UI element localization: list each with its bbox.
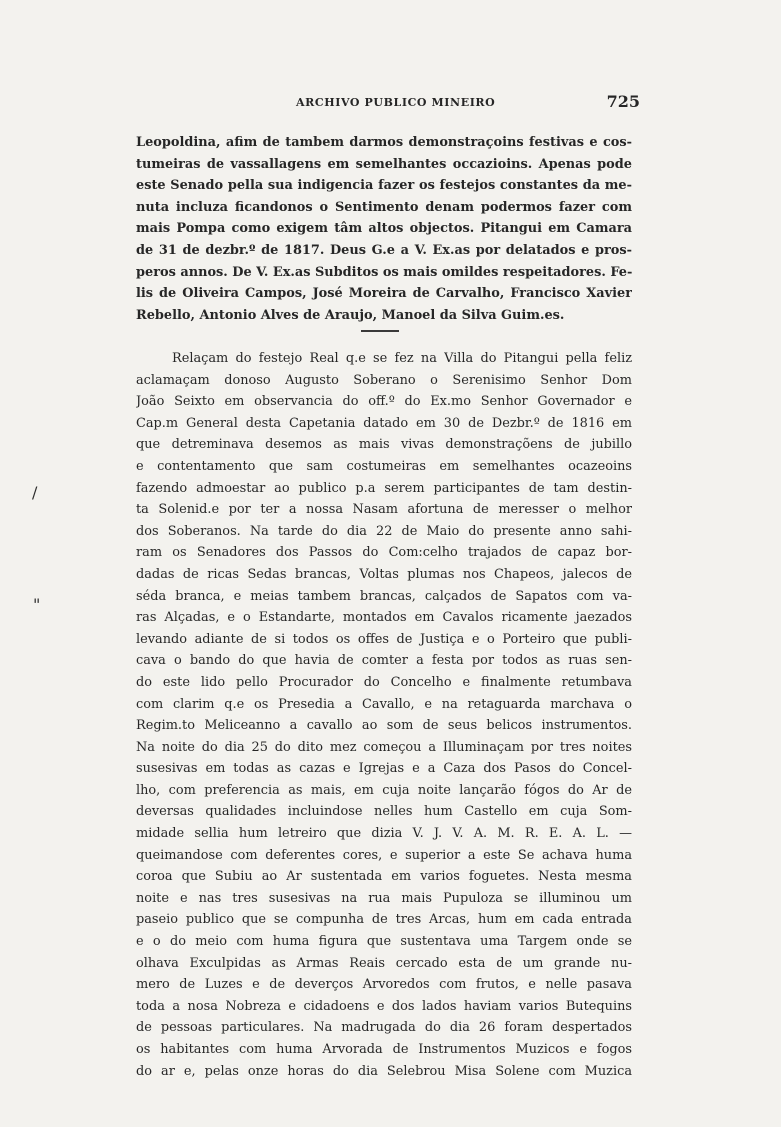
text-line: queimandose com deferentes cores, e superior a este Se achava huma <box>136 847 632 863</box>
text-line: deversas qualidades incluindose nelles hum Castello em cuja Som- <box>136 804 632 820</box>
text-line: mero de Luzes e de deverços Arvoredos com frutos, e nelle pasava <box>136 977 632 993</box>
text-line: cava o bando do que havia de comter a festa por todos as ruas sen- <box>136 653 632 669</box>
text-line: susesivas em todas as cazas e Igrejas e a Caza dos Pasos do Concel- <box>136 761 632 777</box>
text-line: e o do meio com huma figura que sustentava uma Targem onde se <box>136 934 632 950</box>
text-line: dadas de ricas Sedas brancas, Voltas plumas nos Chapeos, jalecos de <box>136 566 632 582</box>
text-line: do este lido pello Procurador do Concelho e finalmente retumbava <box>136 674 632 690</box>
text-line: do ar e, pelas onze horas do dia Selebrou Misa Solene com Muzica <box>136 1063 632 1079</box>
text-line: João Seixto em observancia do off.º do Ex.mo Senhor Governador e <box>136 394 632 410</box>
paragraph-relacam <box>136 348 632 1082</box>
text-line: tumeiras de vassallagens em semelhantes occazioins. Apenas pode <box>136 156 632 172</box>
text-line: de 31 de dezbr.º de 1817. Deus G.e a V. Ex.as por delatados e pros- <box>136 242 632 258</box>
text-line: de pessoas particulares. Na madrugada do dia 26 foram despertados <box>136 1020 632 1036</box>
text-line: lis de Oliveira Campos, José Moreira de Carvalho, Francisco Xavier <box>136 286 632 302</box>
running-title: ARCHIVO PUBLICO MINEIRO <box>296 96 496 109</box>
text-line: Na noite do dia 25 do dito mez começou a Illuminaçam por tres noites <box>136 739 632 755</box>
text-line: Relaçam do festejo Real q.e se fez na Villa do Pitangui pella feliz <box>172 351 632 366</box>
text-line: os habitantes com huma Arvorada de Instrumentos Muzicos e fogos <box>136 1042 632 1057</box>
text-line: Rebello, Antonio Alves de Araujo, Manoel da Silva Guim.es. <box>136 307 565 323</box>
section-divider <box>361 330 399 332</box>
text-line: ras Alçadas, e o Estandarte, montados em Cavalos ricamente jaezados <box>136 610 632 626</box>
text-line: Leopoldina, afim de tambem darmos demonstraçoins festivas e cos- <box>136 135 632 150</box>
text-line: peros annos. De V. Ex.as Subditos os mais omildes respeitadores. Fe- <box>136 264 632 280</box>
text-line: este Senado pella sua indigencia fazer os festejos constantes da me- <box>136 178 632 194</box>
text-line: aclamaçam donoso Augusto Soberano o Serenisimo Senhor Dom <box>136 372 632 388</box>
page-header <box>136 92 640 114</box>
text-line: com clarim q.e os Presedia a Cavallo, e na retaguarda marchava o <box>136 696 632 712</box>
text-line: que detreminava desemos as mais vivas demonstraçõens de jubillo <box>136 437 632 453</box>
text-line: toda a nosa Nobreza e cidadoens e dos lados haviam varios Butequins <box>136 998 632 1014</box>
text-line: noite e nas tres susesivas na rua mais Pupuloza se illuminou um <box>136 890 632 906</box>
text-line: ta Solenid.e por ter a nossa Nasam afortuna de meresser o melhor <box>136 502 632 518</box>
text-line: olhava Exculpidas as Armas Reais cercado esta de um grande nu- <box>136 955 632 971</box>
text-line: mais Pompa como exigem tâm altos objectos. Pitangui em Camara <box>136 221 632 237</box>
text-line: nuta incluza ficandonos o Sentimento denam podermos fazer com <box>136 199 632 215</box>
text-line: paseio publico que se compunha de tres Arcas, hum em cada entrada <box>136 912 632 928</box>
text-line: e contentamento que sam costumeiras em semelhantes ocazeoins <box>136 458 632 474</box>
text-line: midade sellia hum letreiro que dizia V. J. V. A. M. R. E. A. L. — <box>136 826 632 842</box>
text-line: séda branca, e meias tambem brancas, calçados de Sapatos com va- <box>136 588 632 604</box>
text-line: coroa que Subiu ao Ar sustentada em varios foguetes. Nesta mesma <box>136 869 632 885</box>
text-line: Regim.to Meliceanno a cavallo ao som de seus belicos instrumentos. <box>136 718 632 734</box>
text-line: lho, com preferencia as mais, em cuja noite lançarão fógos do Ar de <box>136 782 632 798</box>
text-line: Cap.m General desta Capetania datado em 30 de Dezbr.º de 1816 em <box>136 415 632 431</box>
page-number: 725 <box>606 92 640 111</box>
text-line: ram os Senadores dos Passos do Com:celho trajados de capaz bor- <box>136 545 632 561</box>
paragraph-letter-closing <box>136 132 632 326</box>
margin-mark: / <box>32 483 38 502</box>
text-line: fazendo admoestar ao publico p.a serem participantes de tam destin- <box>136 480 632 496</box>
margin-mark: " <box>33 595 41 614</box>
text-line: levando adiante de si todos os offes de Justiça e o Porteiro que publi- <box>136 631 632 647</box>
text-line: dos Soberanos. Na tarde do dia 22 de Maio do presente anno sahi- <box>136 523 632 539</box>
